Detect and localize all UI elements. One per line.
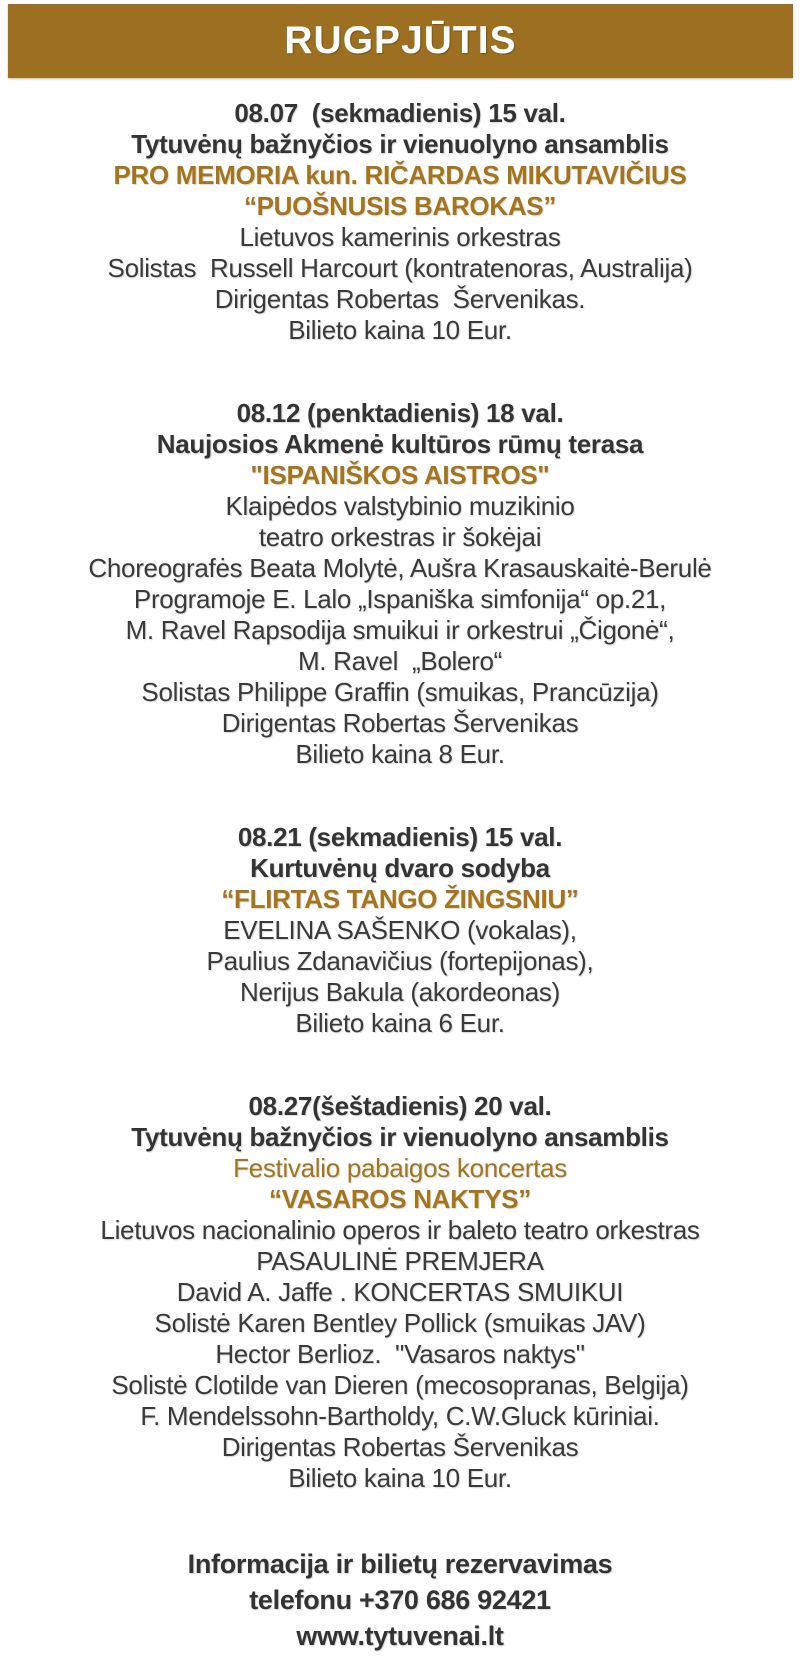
event-line: “VASAROS NAKTYS”: [269, 1184, 531, 1214]
event-line: Hector Berlioz. "Vasaros naktys": [215, 1339, 585, 1369]
events-list: [0, 78, 800, 1494]
event-block: [0, 398, 800, 770]
month-banner: [8, 4, 793, 78]
event-line: Bilieto kaina 10 Eur.: [288, 315, 512, 345]
event-line: 08.07 (sekmadienis) 15 val.: [234, 98, 566, 128]
event-line: David A. Jaffe . KONCERTAS SMUIKUI: [176, 1277, 624, 1307]
event-line: Dirigentas Robertas Šervenikas: [221, 708, 579, 738]
footer-info: [0, 1546, 800, 1654]
event-line: Nerijus Bakula (akordeonas): [240, 977, 560, 1007]
event-line: Tytuvėnų bažnyčios ir vienuolyno ansamblis: [131, 129, 669, 159]
event-line: Lietuvos nacionalinio operos ir baleto teatro orkestras: [100, 1215, 700, 1245]
event-line: EVELINA SAŠENKO (vokalas),: [223, 915, 577, 945]
event-line: PRO MEMORIA kun. RIČARDAS MIKUTAVIČIUS: [113, 160, 687, 190]
event-line: Choreografės Beata Molytė, Aušra Krasauskaitė-Berulė: [88, 553, 712, 583]
festival-program-page: [0, 4, 800, 1663]
event-line: “PUOŠNUSIS BAROKAS”: [243, 191, 557, 221]
event-line: "ISPANIŠKOS AISTROS": [250, 460, 550, 490]
event-line: Bilieto kaina 6 Eur.: [295, 1008, 505, 1038]
footer-website: www.tytuvenai.lt: [296, 1621, 504, 1651]
event-line: Bilieto kaina 10 Eur.: [288, 1463, 512, 1493]
event-line: Solistė Karen Bentley Pollick (smuikas JAV): [154, 1308, 646, 1338]
event-line: Festivalio pabaigos koncertas: [233, 1153, 567, 1183]
event-block: [0, 1091, 800, 1494]
event-line: Dirigentas Robertas Šervenikas.: [214, 284, 586, 314]
event-line: Programoje E. Lalo „Ispaniška simfonija“ op.21,: [133, 584, 667, 614]
event-line: Bilieto kaina 8 Eur.: [295, 739, 505, 769]
event-line: PASAULINĖ PREMJERA: [256, 1246, 544, 1276]
event-line: 08.21 (sekmadienis) 15 val.: [237, 822, 563, 852]
event-line: Solistas Philippe Graffin (smuikas, Prancūzija): [141, 677, 659, 707]
footer-line: Informacija ir bilietų rezervavimas: [187, 1549, 613, 1579]
event-line: M. Ravel „Bolero“: [297, 646, 503, 676]
event-line: Dirigentas Robertas Šervenikas: [221, 1432, 579, 1462]
event-line: Paulius Zdanavičius (fortepijonas),: [206, 946, 594, 976]
event-line: Tytuvėnų bažnyčios ir vienuolyno ansamblis: [131, 1122, 669, 1152]
event-line: Lietuvos kamerinis orkestras: [239, 222, 561, 252]
event-line: Klaipėdos valstybinio muzikinio: [225, 491, 575, 521]
event-line: 08.12 (penktadienis) 18 val.: [236, 398, 564, 428]
event-line: Kurtuvėnų dvaro sodyba: [250, 853, 550, 883]
event-line: teatro orkestras ir šokėjai: [258, 522, 542, 552]
event-line: Solistė Clotilde van Dieren (mecosopranas, Belgija): [111, 1370, 689, 1400]
event-block: [0, 98, 800, 346]
month-title: RUGPJŪTIS: [284, 19, 517, 62]
event-line: “FLIRTAS TANGO ŽINGSNIU”: [221, 884, 579, 914]
footer-phone: telefonu +370 686 92421: [249, 1585, 551, 1615]
event-line: Naujosios Akmenė kultūros rūmų terasa: [156, 429, 644, 459]
event-line: F. Mendelssohn-Bartholdy, C.W.Gluck kūriniai.: [140, 1401, 660, 1431]
event-line: 08.27(šeštadienis) 20 val.: [248, 1091, 552, 1121]
event-line: M. Ravel Rapsodija smuikui ir orkestrui „Čigonė“,: [125, 615, 675, 645]
event-block: [0, 822, 800, 1039]
event-line: Solistas Russell Harcourt (kontratenoras, Australija): [107, 253, 693, 283]
